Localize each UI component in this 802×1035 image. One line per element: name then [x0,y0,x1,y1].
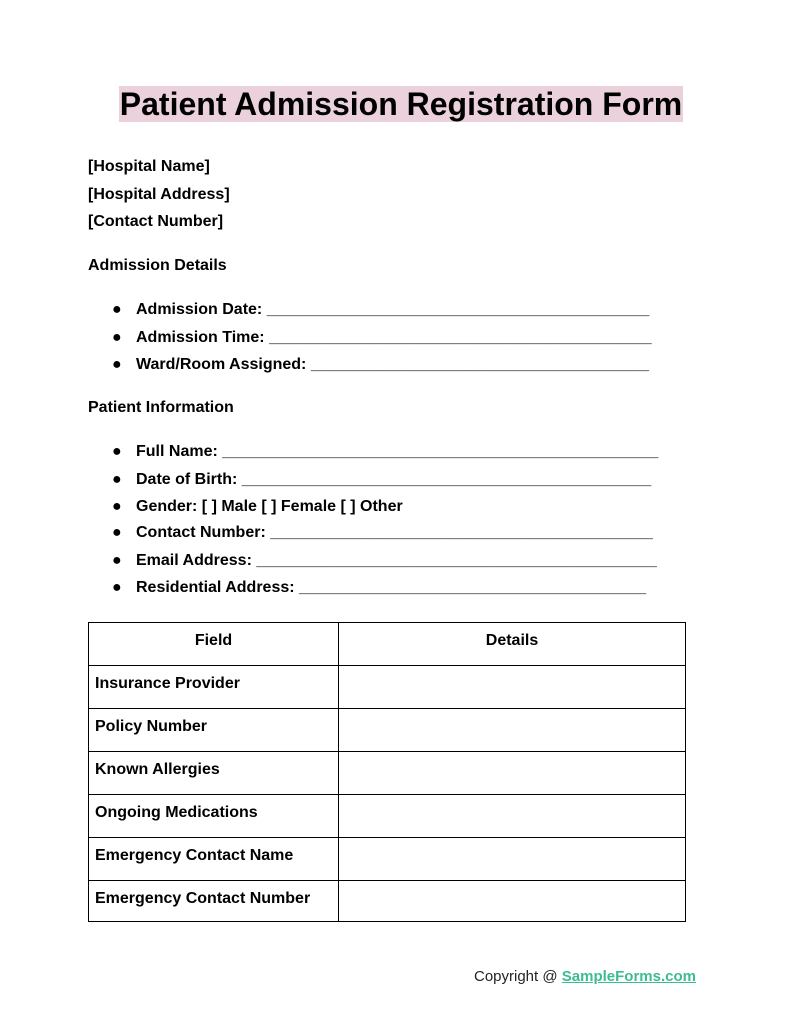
bullet-icon: ● [112,328,122,346]
patient-information-heading: Patient Information [88,399,234,416]
table-row [89,709,686,752]
bullet-icon: ● [112,551,122,569]
bullet-icon: ● [112,301,122,318]
emergency-contact-name-input[interactable] [339,838,686,881]
copyright-footer [474,968,696,986]
insurance-emergency-table [88,622,686,922]
full-name-field[interactable]: Full Name: _________________________________________________ [136,443,659,460]
field-label: Emergency Contact Name [89,838,339,881]
field-label: Known Allergies [89,752,339,795]
hospital-info [88,156,230,239]
contact-number-field[interactable]: Contact Number: ___________________________________________ [136,524,653,541]
table-row [89,795,686,838]
field-column-header: Field [89,623,339,666]
admission-date-field[interactable]: Admission Date: ___________________________________________ [136,301,650,318]
brand-link[interactable]: SampleForms.com [561,968,696,985]
date-of-birth-field[interactable]: Date of Birth: ______________________________________________ [136,470,652,488]
table-row [89,838,686,881]
email-address-field[interactable]: Email Address: _____________________________________________ [136,551,657,569]
field-label: Emergency Contact Number [89,881,339,922]
field-label: Insurance Provider [89,666,339,709]
known-allergies-input[interactable] [339,752,686,795]
title-area [0,86,802,122]
bullet-icon: ● [112,443,122,460]
insurance-provider-input[interactable] [339,666,686,709]
policy-number-input[interactable] [339,709,686,752]
page-title: Patient Admission Registration Form [119,86,683,122]
residential-address-field[interactable]: Residential Address: _______________________________________ [136,579,647,596]
table-row [89,881,686,922]
table-row [89,666,686,709]
bullet-icon: ● [112,498,122,515]
copyright-text: Copyright @ [474,968,562,985]
bullet-icon: ● [112,470,122,488]
admission-time-field[interactable]: Admission Time: ___________________________________________ [136,328,652,346]
admission-details-heading: Admission Details [88,257,227,274]
bullet-icon: ● [112,356,122,373]
bullet-icon: ● [112,579,122,596]
hospital-name: [Hospital Name] [88,158,210,175]
ongoing-medications-input[interactable] [339,795,686,838]
hospital-address: [Hospital Address] [88,185,230,203]
field-label: Ongoing Medications [89,795,339,838]
ward-room-field[interactable]: Ward/Room Assigned: ______________________________________ [136,356,649,373]
table-header-row [89,623,686,666]
gender-field[interactable]: Gender: [ ] Male [ ] Female [ ] Other [136,498,403,515]
field-label: Policy Number [89,709,339,752]
table-row [89,752,686,795]
details-column-header: Details [339,623,686,666]
bullet-icon: ● [112,524,122,541]
emergency-contact-number-input[interactable] [339,881,686,922]
hospital-contact: [Contact Number] [88,213,224,230]
